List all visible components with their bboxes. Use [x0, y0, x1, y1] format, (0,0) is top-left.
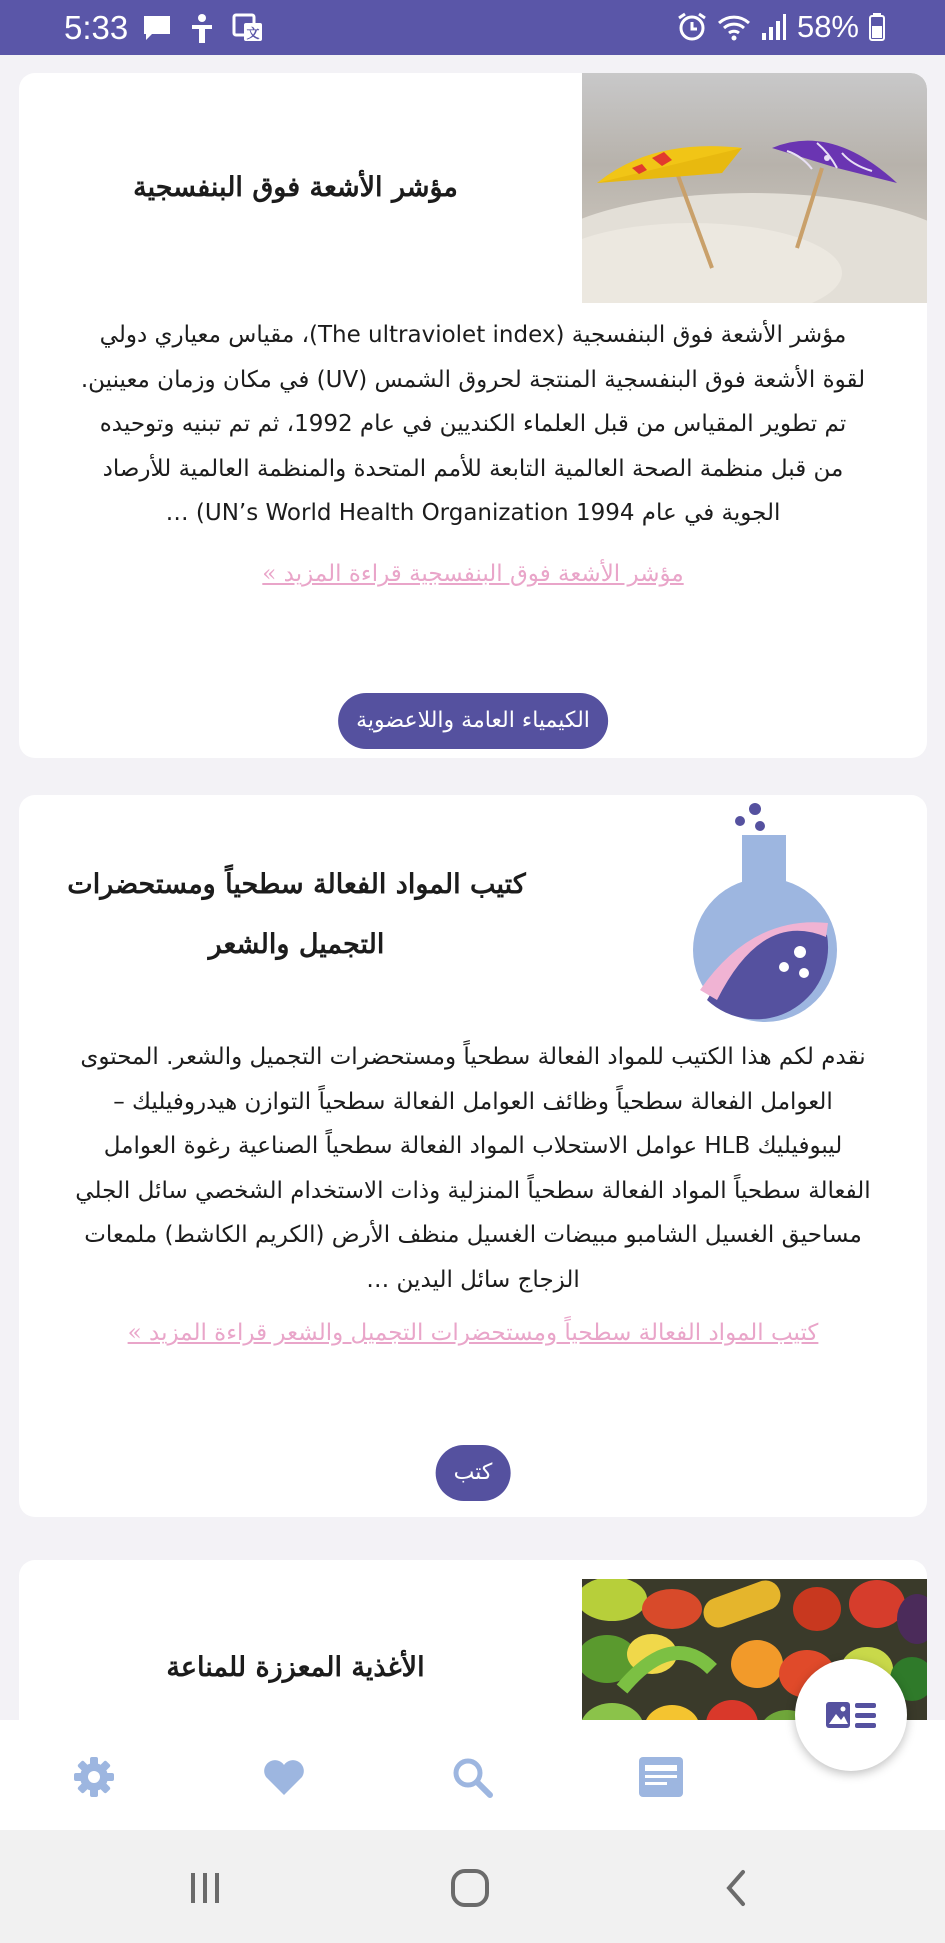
- image-list-fab[interactable]: [795, 1659, 907, 1771]
- read-more-link[interactable]: كتيب المواد الفعالة سطحياً ومستحضرات التجميل والشعر قراءة المزيد »: [127, 1320, 819, 1346]
- category-chip[interactable]: الكيمياء العامة واللاعضوية: [338, 693, 608, 749]
- read-more-link[interactable]: مؤشر الأشعة فوق البنفسجية قراءة المزيد »: [262, 561, 684, 587]
- article-icon: [638, 1756, 684, 1798]
- post-image[interactable]: [582, 795, 927, 1025]
- excerpt-line: تم تطوير المقياس من قبل العلماء الكنديين في عام 1992، ثم تم تبنيه وتوحيده: [99, 411, 847, 437]
- nav-search[interactable]: [447, 1752, 497, 1802]
- post-title[interactable]: الأغذية المعززة للمناعة: [166, 1652, 425, 1683]
- accessibility-icon: [188, 13, 216, 43]
- signal-icon: [761, 13, 787, 41]
- status-left-icons: [142, 13, 264, 43]
- heart-icon: [262, 1757, 306, 1797]
- image-list-icon: [825, 1699, 877, 1731]
- excerpt-line: مساحيق الغسيل الشامبو مبيضات الغسيل منظف الأرض (الكريم الكاشط) ملمعات: [84, 1222, 862, 1248]
- home-button[interactable]: [440, 1860, 500, 1916]
- recents-button[interactable]: [175, 1860, 235, 1916]
- alarm-icon: [677, 12, 707, 42]
- home-icon: [450, 1868, 490, 1908]
- wifi-icon: [717, 13, 751, 41]
- post-title[interactable]: مؤشر الأشعة فوق البنفسجية: [133, 172, 458, 203]
- nav-favorites[interactable]: [259, 1752, 309, 1802]
- nav-settings[interactable]: [69, 1752, 119, 1802]
- post-excerpt: [31, 1035, 915, 1302]
- post-title-line: كتيب المواد الفعالة سطحياً ومستحضرات: [67, 869, 526, 900]
- excerpt-line: مؤشر الأشعة فوق البنفسجية (The ultraviolet index)، مقياس معياري دولي: [99, 322, 847, 348]
- battery-percentage: 58%: [796, 9, 859, 44]
- paper-umbrellas-image: [582, 73, 927, 303]
- back-icon: [721, 1868, 751, 1908]
- post-title-line: التجميل والشعر: [208, 929, 385, 960]
- excerpt-line: الجوية في عام 1994 UN’s World Health Organization) …: [165, 500, 781, 526]
- category-chip[interactable]: كتب: [436, 1445, 511, 1501]
- search-icon: [451, 1756, 493, 1798]
- message-icon: [142, 14, 172, 42]
- status-time: 5:33: [64, 9, 129, 46]
- status-right: [677, 9, 885, 45]
- excerpt-line: الزجاج سائل اليدين …: [366, 1266, 580, 1293]
- svg-text:文: 文: [246, 26, 260, 41]
- gear-icon: [72, 1755, 116, 1799]
- translate-icon: [232, 13, 264, 43]
- status-bar: [0, 0, 945, 55]
- excerpt-line: من قبل منظمة الصحة العالمية التابعة للأمم المتحدة والمنظمة العالمية للأرصاد: [102, 455, 844, 482]
- excerpt-line: الفعالة سطحياً المواد الفعالة سطحياً المنزلية وذات الاستخدام الشخصي سائل الجلي: [75, 1177, 871, 1204]
- system-navigation-bar: [0, 1830, 945, 1943]
- excerpt-line: العوامل الفعالة سطحياً وظائف العوامل الفعالة سطحياً التوازن هيدروفيليك –: [113, 1088, 833, 1115]
- excerpt-line: نقدم لكم هذا الكتيب للمواد الفعالة سطحياً ومستحضرات التجميل والشعر. المحتوى: [80, 1044, 866, 1070]
- post-excerpt: [31, 313, 915, 536]
- nav-articles[interactable]: [636, 1752, 686, 1802]
- back-button[interactable]: [706, 1860, 766, 1916]
- post-card[interactable]: [19, 73, 927, 758]
- post-title[interactable]: [19, 855, 574, 975]
- excerpt-line: ليبوفيليك HLB عوامل الاستحلاب المواد الفعالة سطحياً الصناعية رغوة العوامل: [103, 1133, 843, 1159]
- excerpt-line: لقوة الأشعة فوق البنفسجية المنتجة لحروق الشمس (UV) في مكان وزمان معينين.: [80, 366, 866, 393]
- post-card[interactable]: [19, 795, 927, 1517]
- flask-logo-image: [582, 795, 927, 1025]
- recents-icon: [185, 1870, 225, 1906]
- battery-icon: [869, 13, 885, 41]
- post-image[interactable]: [582, 73, 927, 303]
